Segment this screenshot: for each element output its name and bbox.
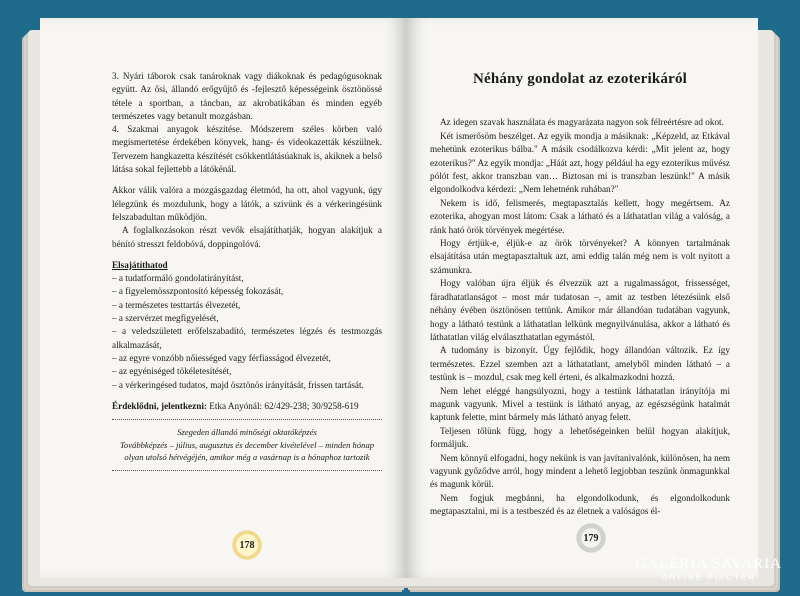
list-item: – a tudatformáló gondolatirányítást, [112, 273, 244, 284]
right-paragraph: Teljesen tőlünk függ, hogy a lehetőségeinken belül hogyan alakítjuk, formáljuk. [430, 425, 730, 450]
spacer [112, 392, 382, 400]
right-paragraph: Hogy valóban újra éljük és élvezzük azt a rugalmasságot, frissességet, fáradhatatlanságot – most már tudatosan –, amit az testben létezésünk első néhány évében ösztönösen tettünk. Amikor már állandóan tudatában vagyunk, hogy a látható testünk a láthatatlan lelkünk megnyilvánulása, akkor a látható és láthatatlan világ elválaszthatatlan egymástól. [430, 278, 730, 342]
right-paragraph: Nekem is idő, felismerés, megtapasztalás kellett, hogy megértsem. Az ezoterika, ahogyan most látom: Csak a látható és a láthatatlan világ a valóság, a ránk ható örök törvények megértése. [430, 197, 730, 235]
left-page-content [112, 70, 382, 477]
spacer [112, 176, 382, 184]
contact-text: Etka Anyónál: 62/429-238; 30/9258-619 [209, 400, 359, 411]
watermark [635, 556, 782, 582]
right-paragraph: Két ismerősöm beszélget. Az egyik mondja a másiknak: „Képzeld, az Etkával mehetünk ezoterikus bálba." A másik csodálkozva kérdi: „Mit jelent az, hogy ezoterikus?" Az egyik mondja: „Háát azt, hogy például ha egy ezoterikus művész pólót fest, akkor transzban van… Biztosan mi is transzban leszünk!" A másik elgondolkodva kérdezi: „Nem lehetnénk ruhában?" [430, 130, 730, 195]
left-paragraph-1: 3. Nyári táborok csak tanároknak vagy diákoknak és pedagógusoknak együtt. Az ősi, állandó erőgyűjtő és -fejlesztő képességeink ösztönössé tétele a sportban, a táncban, az akrobatikában és minden egyéb természetes vagy betanult mozgásban. [112, 71, 382, 121]
footer-italic-2: Továbbképzés – július, augusztus és december kivételével – minden hónap [119, 439, 375, 450]
watermark-sub: ONLINE PIACTÉR [661, 573, 757, 582]
list-item: – a figyelemösszpontosító képesség fokozását, [112, 286, 284, 297]
page-number: 178 [239, 539, 255, 551]
left-paragraph-4: A foglalkozásokon részt vevők elsajátíthatják, hogyan alakítjuk a bénító stresszt feldobóvá, doppingolóvá. [112, 225, 382, 249]
page-number-badge [574, 521, 608, 555]
left-paragraph-2: 4. Szakmai anyagok készítése. Módszerem széles körben való megismertetése érdekében könyvek, hang- és videokazetták készülnek. Tervezem hangkazetta készítését csökkentlátásúaknak is, akiknek a belső látása sokal fejlettebb a látókénál. [112, 124, 382, 175]
right-page-content [430, 63, 730, 519]
list-item: – az egyéniséged tökéletesítését, [112, 366, 232, 377]
list-item: – az egyre vonzóbb nőiességed vagy férfiasságod élvezetét, [112, 352, 331, 363]
right-paragraph: Nem könnyű elfogadni, hogy nekünk is van javítanivalónk, különösen, ha nem vagyunk győződve arról, hogy mindent a lehető legjobban teszünk önmagunkkal és magunk körül. [430, 452, 730, 490]
footer-italic-1: Szegeden állandó minőségi oktatóképzés [177, 427, 317, 438]
left-paragraph-3: Akkor válik valóra a mozgásgazdag életmód, ha ott, ahol vagyunk, úgy lélegzünk és mozdulunk, hogy a látók, a szívünk és a vérkeringésünk felszabadultan működjön. [112, 185, 382, 222]
list-item: – a veledszületett erőfelszabadító, természetes légzés és testmozgás alkalmazását, [112, 326, 382, 350]
contact-line [112, 400, 382, 413]
watermark-main: GALÉRIA SAVARIA [635, 556, 782, 572]
list-item: – a szervérzet megfigyelését, [112, 313, 219, 324]
page-number: 179 [583, 532, 599, 544]
chapter-heading: Néhány gondolat az ezoterikáról [472, 71, 688, 87]
list-item: – a vérkeringésed tudatos, majd ösztönös irányítását, frissen tartását. [112, 379, 364, 390]
page-number-badge [230, 528, 264, 562]
dotted-separator [112, 470, 382, 471]
right-paragraph: Nem fogjuk megbánni, ha elgondolkodunk, és elgondolkodunk megtapasztalni, mi is a testbeszéd és az életnek a valóságos él- [430, 492, 730, 517]
right-paragraph: Hogy értjük-e, éljük-e az örök törvényeket? A könnyen tartalmának elsajátítása után megtapasztaltuk azt, ami eddig talán még nem is volt nyitott a számunkra. [430, 238, 730, 275]
list-title: Elsajátíthatod [112, 259, 168, 270]
dotted-separator [112, 419, 382, 420]
contact-label: Érdeklődni, jelentkezni: [112, 400, 207, 411]
spacer [112, 251, 382, 259]
list-item: – a természetes testtartás élvezetét, [112, 299, 241, 310]
right-paragraph: Az idegen szavak használata és magyarázata nagyon sok félreértésre ad okot. [440, 117, 724, 128]
right-paragraph: A tudomány is bizonyít. Úgy fejlődik, hogy állandóan változik. Ez így természetes. Ezzel szemben azt a láthatatlant, amelyből minden látható – a testünk is – mozdul, csak meg kell érteni, és alkalmazkodni hozzá. [430, 345, 730, 383]
right-paragraph: Nem lehet eléggé hangsúlyozni, hogy a testünk láthatatlan irányítója mi magunk vagyunk. Mivel a testünk is látható anyag, az egészségünk hatalmát kaptunk felette, mint bármely más látható anyag felett. [430, 385, 730, 423]
left-page [40, 18, 406, 578]
right-page [406, 18, 758, 578]
footer-italic-3: olyan utolsó hétvégéjén, amikor még a vasárnap is a hónaphoz tartozik [124, 452, 370, 463]
